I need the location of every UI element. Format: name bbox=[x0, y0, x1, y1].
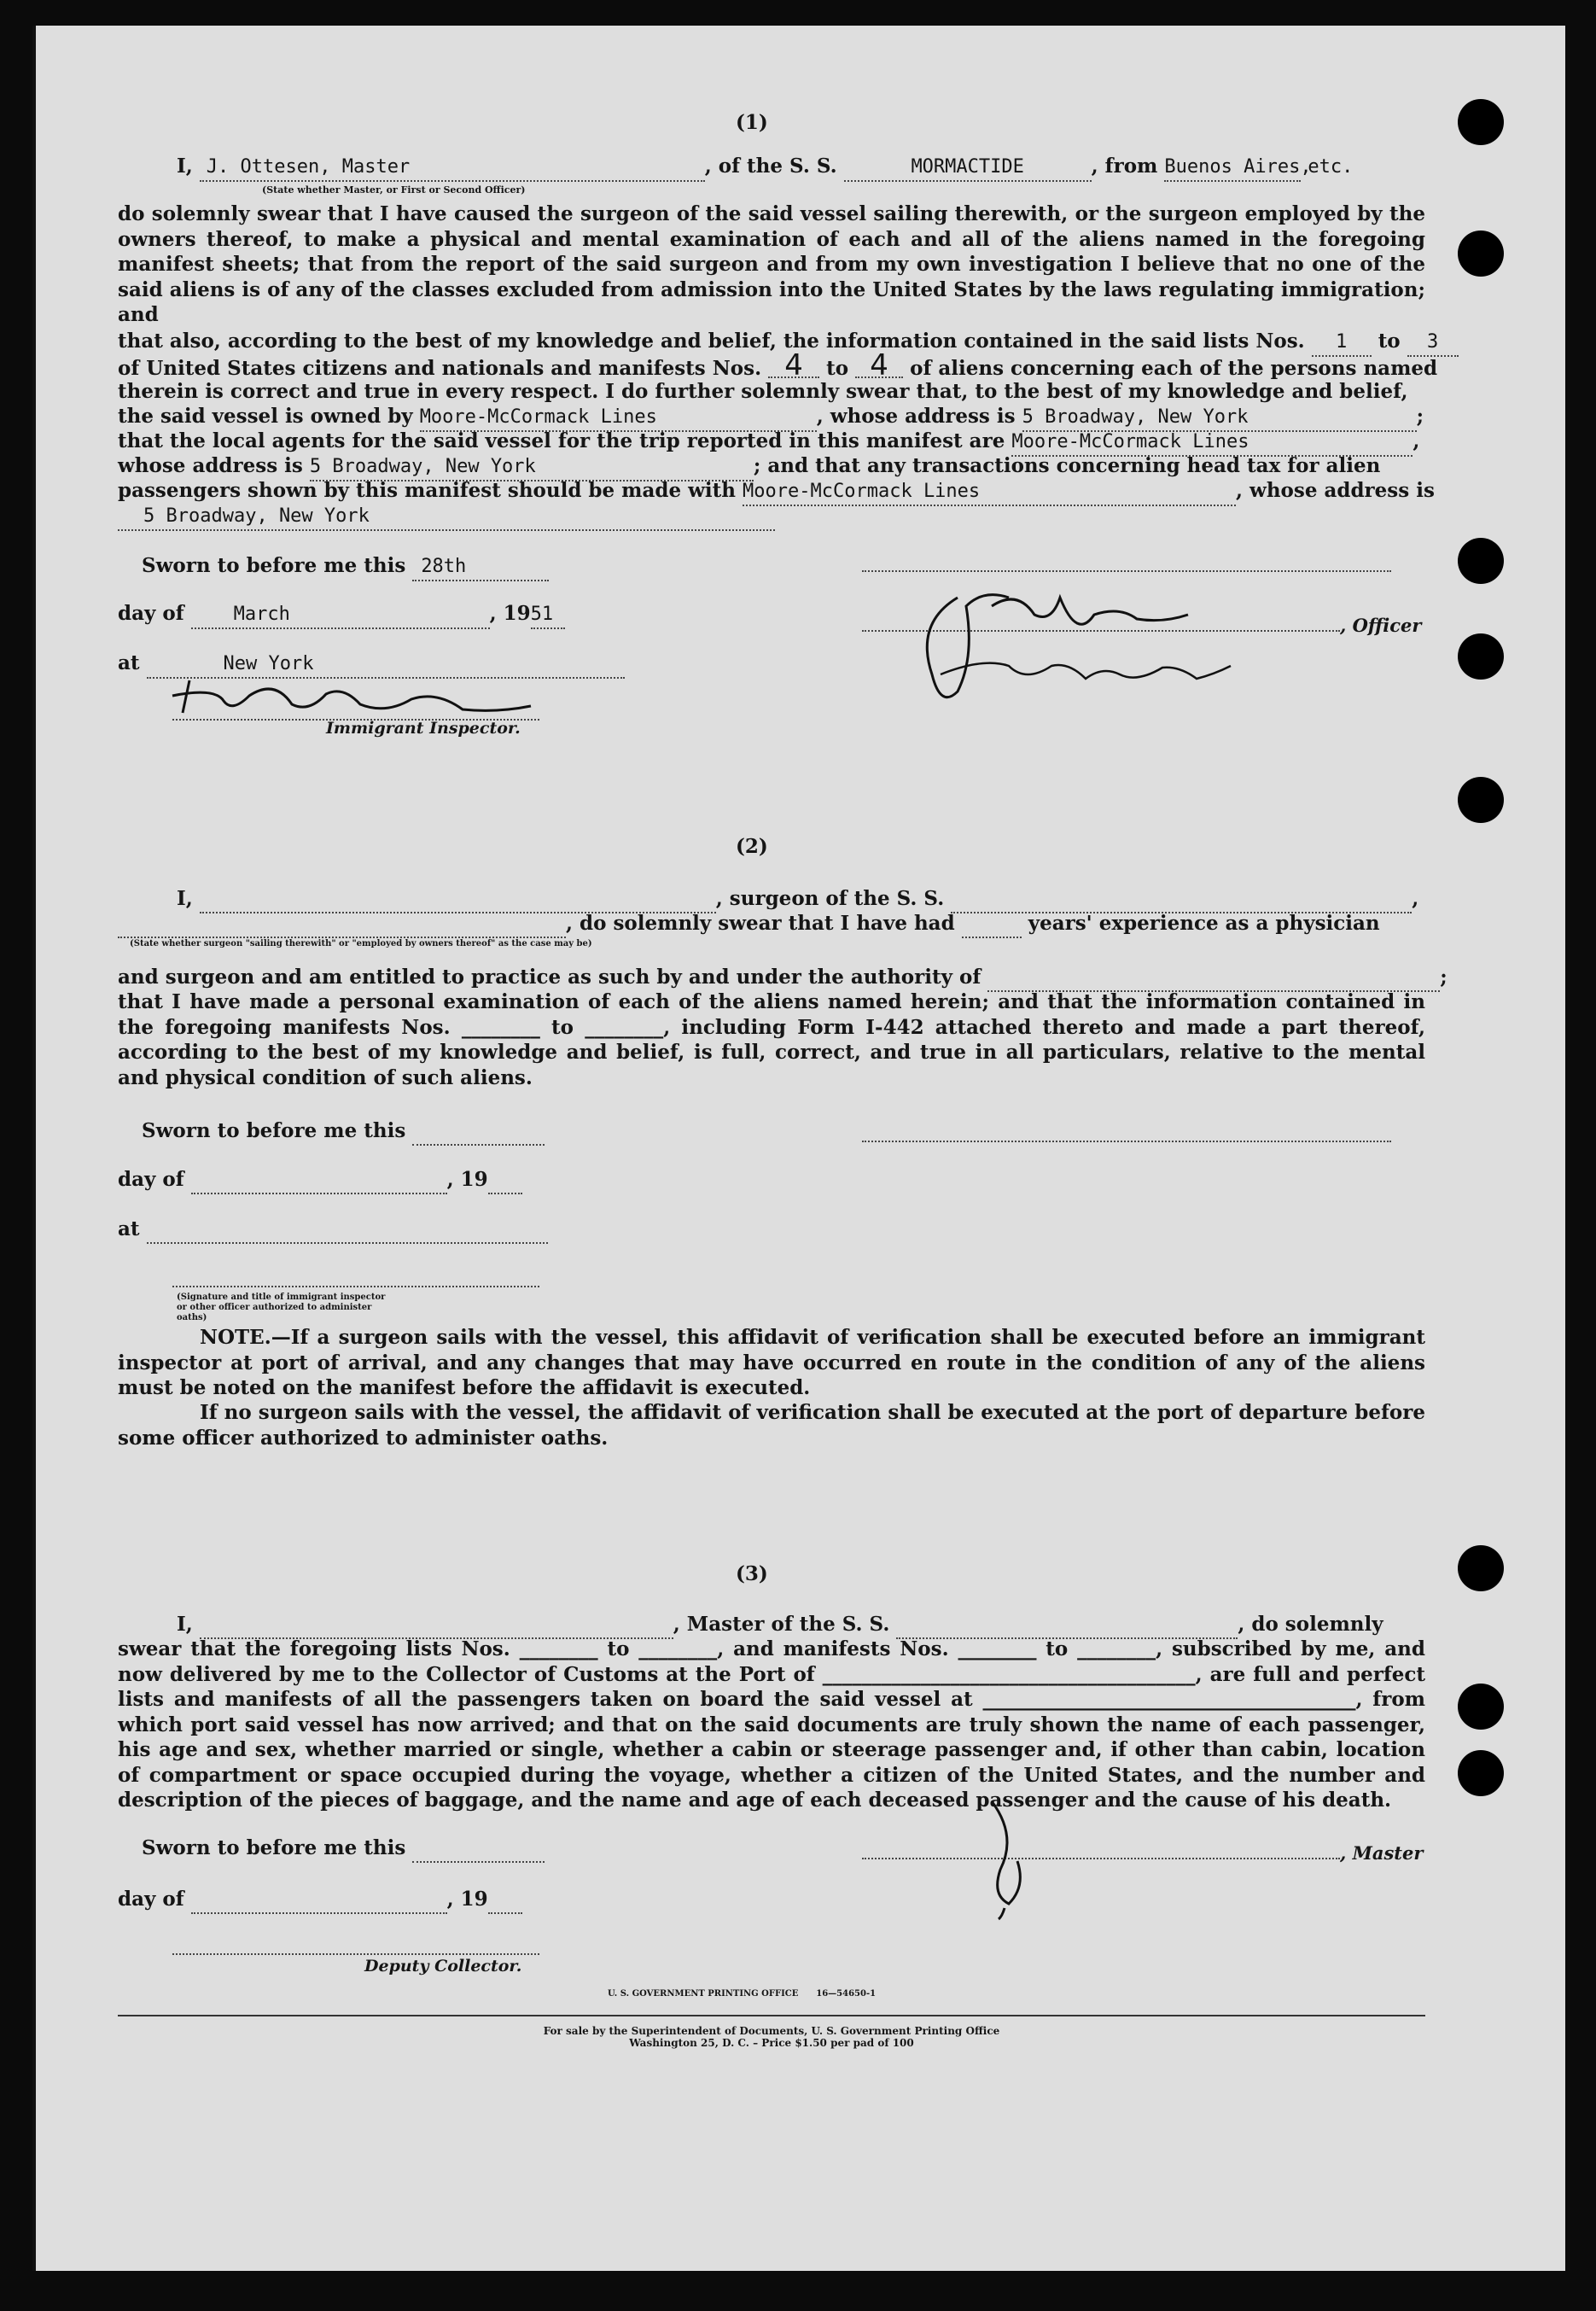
binder-hole bbox=[1458, 99, 1504, 145]
s2-place-field[interactable] bbox=[147, 1217, 548, 1244]
s2-surgeon-name-field[interactable] bbox=[200, 886, 716, 913]
section-2-number: (2) bbox=[736, 835, 768, 858]
officer-signature bbox=[881, 572, 1325, 726]
manifests-line: of United States citizens and nationals and manifests Nos. 4 to 4 of aliens concerning each of the persons named bbox=[118, 348, 1438, 382]
s2-day-line: day of , 19 bbox=[118, 1167, 522, 1194]
binder-hole bbox=[1458, 538, 1504, 584]
binder-hole bbox=[1458, 231, 1504, 277]
s2-inspector-signature-line bbox=[172, 1286, 539, 1287]
master-name-field[interactable]: J. Ottesen, Master bbox=[200, 155, 705, 182]
therein-line: therein is correct and true in every respect. I do further solemnly swear that, to the best of my knowledge and belief, bbox=[118, 380, 1408, 403]
s2-years-field[interactable] bbox=[962, 911, 1022, 938]
s1-month-field[interactable]: March bbox=[191, 602, 490, 629]
s3-year-field[interactable] bbox=[488, 1887, 522, 1914]
s2-body-paragraph: that I have made a personal examination of each of the aliens named herein; and that the information contained in the foregoing manifests Nos. ________ to ________, including Form I-442 attached thereto and made a part thereof, according to the best of my knowledge and belief, is full, correct, and true in all particulars, relative to the mental and physical condition of such aliens. bbox=[118, 990, 1425, 1089]
inspector-signature bbox=[164, 670, 556, 721]
agents-address-line: whose address is 5 Broadway, New York ; and that any transactions concerning head tax for alien bbox=[118, 453, 1380, 481]
s1-header-line bbox=[177, 154, 1353, 182]
s2-signature-note: (Signature and title of immigrant inspector or other officer authorized to administer oaths) bbox=[177, 1293, 386, 1322]
owner-field[interactable]: Moore-McCormack Lines bbox=[420, 405, 817, 432]
gpo-imprint: U. S. GOVERNMENT PRINTING OFFICE 16—54650-1 bbox=[608, 1989, 877, 1999]
s3-sworn-line: Sworn to before me this bbox=[142, 1835, 545, 1863]
lists-to-field[interactable]: 3 bbox=[1407, 330, 1459, 357]
master-note: (State whether Master, or First or Second Officer) bbox=[262, 184, 526, 196]
s2-line-2: , do solemnly swear that I have had years' experience as a physician bbox=[118, 911, 1380, 938]
headtax-address-field[interactable]: 5 Broadway, New York bbox=[118, 504, 775, 531]
s2-authority-field[interactable] bbox=[987, 965, 1440, 992]
s3-line-1: I, , Master of the S. S. , do solemnly bbox=[177, 1612, 1383, 1639]
s2-line-1: I, , surgeon of the S. S. , bbox=[177, 886, 1418, 913]
agents-line: that the local agents for the said vessel for the trip reported in this manifest are Moore-McCormack Lines , bbox=[118, 429, 1419, 457]
s1-year-field[interactable]: 51 bbox=[531, 602, 565, 629]
s3-collector-signature-line bbox=[172, 1953, 539, 1955]
lists-from-field[interactable]: 1 bbox=[1312, 330, 1372, 357]
binder-hole bbox=[1458, 1750, 1504, 1796]
section-1-number: (1) bbox=[736, 111, 768, 134]
binder-hole bbox=[1458, 777, 1504, 823]
s2-authority-line: and surgeon and am entitled to practice as such by and under the authority of ; bbox=[118, 965, 1447, 992]
s2-surgeon-type-field[interactable] bbox=[118, 911, 566, 938]
officer-label: , Officer bbox=[1340, 615, 1422, 636]
s3-sworn-day-field[interactable] bbox=[412, 1835, 545, 1863]
s1-at-line: at New York bbox=[118, 651, 625, 679]
s2-surgeon-note: (State whether surgeon "sailing therewith" or "employed by owners thereof" as the case may be) bbox=[130, 939, 592, 948]
vessel-name-field[interactable]: MORMACTIDE bbox=[844, 155, 1092, 182]
s3-body-paragraph: swear that the foregoing lists Nos. ________ to ________, and manifests Nos. ________ to ________, subscribed by me, and now delivered by me to the Collector of Customs at the Port of ______________________________________, are full and perfect lists and manifests of all the passengers taken on board the said vessel at ______________________________________, from which port said vessel has now arrived; and that on the said documents are truly shown the name of each passenger, his age and sex, whether married or single, whether a cabin or steerage passenger and, if other than cabin, location of compartment or space occupied during the voyage, whether a citizen of the United States, and the number and description of the pieces of baggage, and the name and age of each deceased passenger and the cause of his death. bbox=[118, 1637, 1425, 1812]
s1-day-line: day of March , 1951 bbox=[118, 601, 565, 629]
s2-month-field[interactable] bbox=[191, 1167, 447, 1194]
section-3-number: (3) bbox=[736, 1562, 768, 1585]
headtax-address-line bbox=[118, 503, 775, 531]
footer-rule bbox=[118, 2015, 1425, 2016]
binder-hole bbox=[1458, 1684, 1504, 1730]
from-label: , from bbox=[1091, 155, 1158, 178]
from-place-field[interactable]: Buenos Aires, bbox=[1164, 155, 1301, 182]
s3-master-name-field[interactable] bbox=[200, 1612, 673, 1639]
sale-note-2: Washington 25, D. C. – Price $1.50 per pad of 100 bbox=[629, 2037, 914, 2049]
s2-note-paragraph: NOTE.—If a surgeon sails with the vessel, this affidavit of verification shall be executed before an immigrant inspector at port of arrival, and any changes that may have occurred en route in the condition of any of the aliens must be noted on the manifest before the affidavit is executed. bbox=[118, 1326, 1425, 1399]
manifests-from-field[interactable]: 4 bbox=[768, 354, 819, 378]
owner-line: the said vessel is owned by Moore-McCormack Lines , whose address is 5 Broadway, New York ; bbox=[118, 404, 1424, 432]
binder-hole bbox=[1458, 1545, 1504, 1591]
s3-day-line: day of , 19 bbox=[118, 1887, 522, 1914]
s2-at-line: at bbox=[118, 1217, 548, 1244]
etc-text: etc. bbox=[1308, 156, 1354, 178]
sale-note-1: For sale by the Superintendent of Documents, U. S. Government Printing Office bbox=[543, 2025, 1000, 2037]
s1-body-paragraph: do solemnly swear that I have caused the surgeon of the said vessel sailing therewith, or the surgeon employed by the owners thereof, to make a physical and mental examination of each and all of the aliens named in the foregoing manifest sheets; that from the report of the said surgeon and from my own investigation I believe that no one of the said aliens is of any of the classes excluded from admission into the United States by the laws regulating immigration; and bbox=[118, 202, 1425, 326]
s1-sworn-day-field[interactable]: 28th bbox=[412, 554, 549, 581]
s2-sworn-line: Sworn to before me this bbox=[142, 1118, 545, 1146]
inspector-label: Immigrant Inspector. bbox=[326, 719, 521, 738]
binder-hole bbox=[1458, 633, 1504, 680]
s2-sworn-day-field[interactable] bbox=[412, 1118, 545, 1146]
owner-address-field[interactable]: 5 Broadway, New York bbox=[1022, 405, 1417, 432]
s1-sworn-line: Sworn to before me this 28th bbox=[142, 553, 549, 581]
s3-master-signature bbox=[958, 1784, 1060, 1921]
agents-address-field[interactable]: 5 Broadway, New York bbox=[310, 454, 754, 481]
i-label: I, bbox=[177, 155, 193, 178]
s2-year-field[interactable] bbox=[488, 1167, 522, 1194]
s3-master-signature-line bbox=[862, 1858, 1340, 1859]
s3-collector-label: Deputy Collector. bbox=[364, 1957, 522, 1975]
headtax-line: passengers shown by this manifest should be made with Moore-McCormack Lines , whose address is bbox=[118, 478, 1435, 506]
manifests-to-field[interactable]: 4 bbox=[855, 354, 903, 378]
s3-vessel-field[interactable] bbox=[896, 1612, 1238, 1639]
lists-line: that also, according to the best of my knowledge and belief, the information contained in the said lists Nos. 1 to 3 bbox=[118, 329, 1459, 357]
s2-note-2-paragraph: If no surgeon sails with the vessel, the affidavit of verification shall be executed at the port of departure before some officer authorized to administer oaths. bbox=[118, 1401, 1425, 1450]
manifest-affidavit-page bbox=[32, 26, 1565, 2271]
headtax-with-field[interactable]: Moore-McCormack Lines bbox=[743, 479, 1236, 506]
agents-field[interactable]: Moore-McCormack Lines bbox=[1011, 429, 1413, 457]
s3-month-field[interactable] bbox=[191, 1887, 447, 1914]
of-ss-label: , of the S. S. bbox=[704, 155, 837, 178]
s2-vessel-field[interactable] bbox=[951, 886, 1412, 913]
s1-place-field[interactable]: New York bbox=[147, 651, 625, 679]
s3-master-label: , Master bbox=[1340, 1842, 1424, 1864]
s2-officer-signature-line bbox=[862, 1141, 1391, 1142]
